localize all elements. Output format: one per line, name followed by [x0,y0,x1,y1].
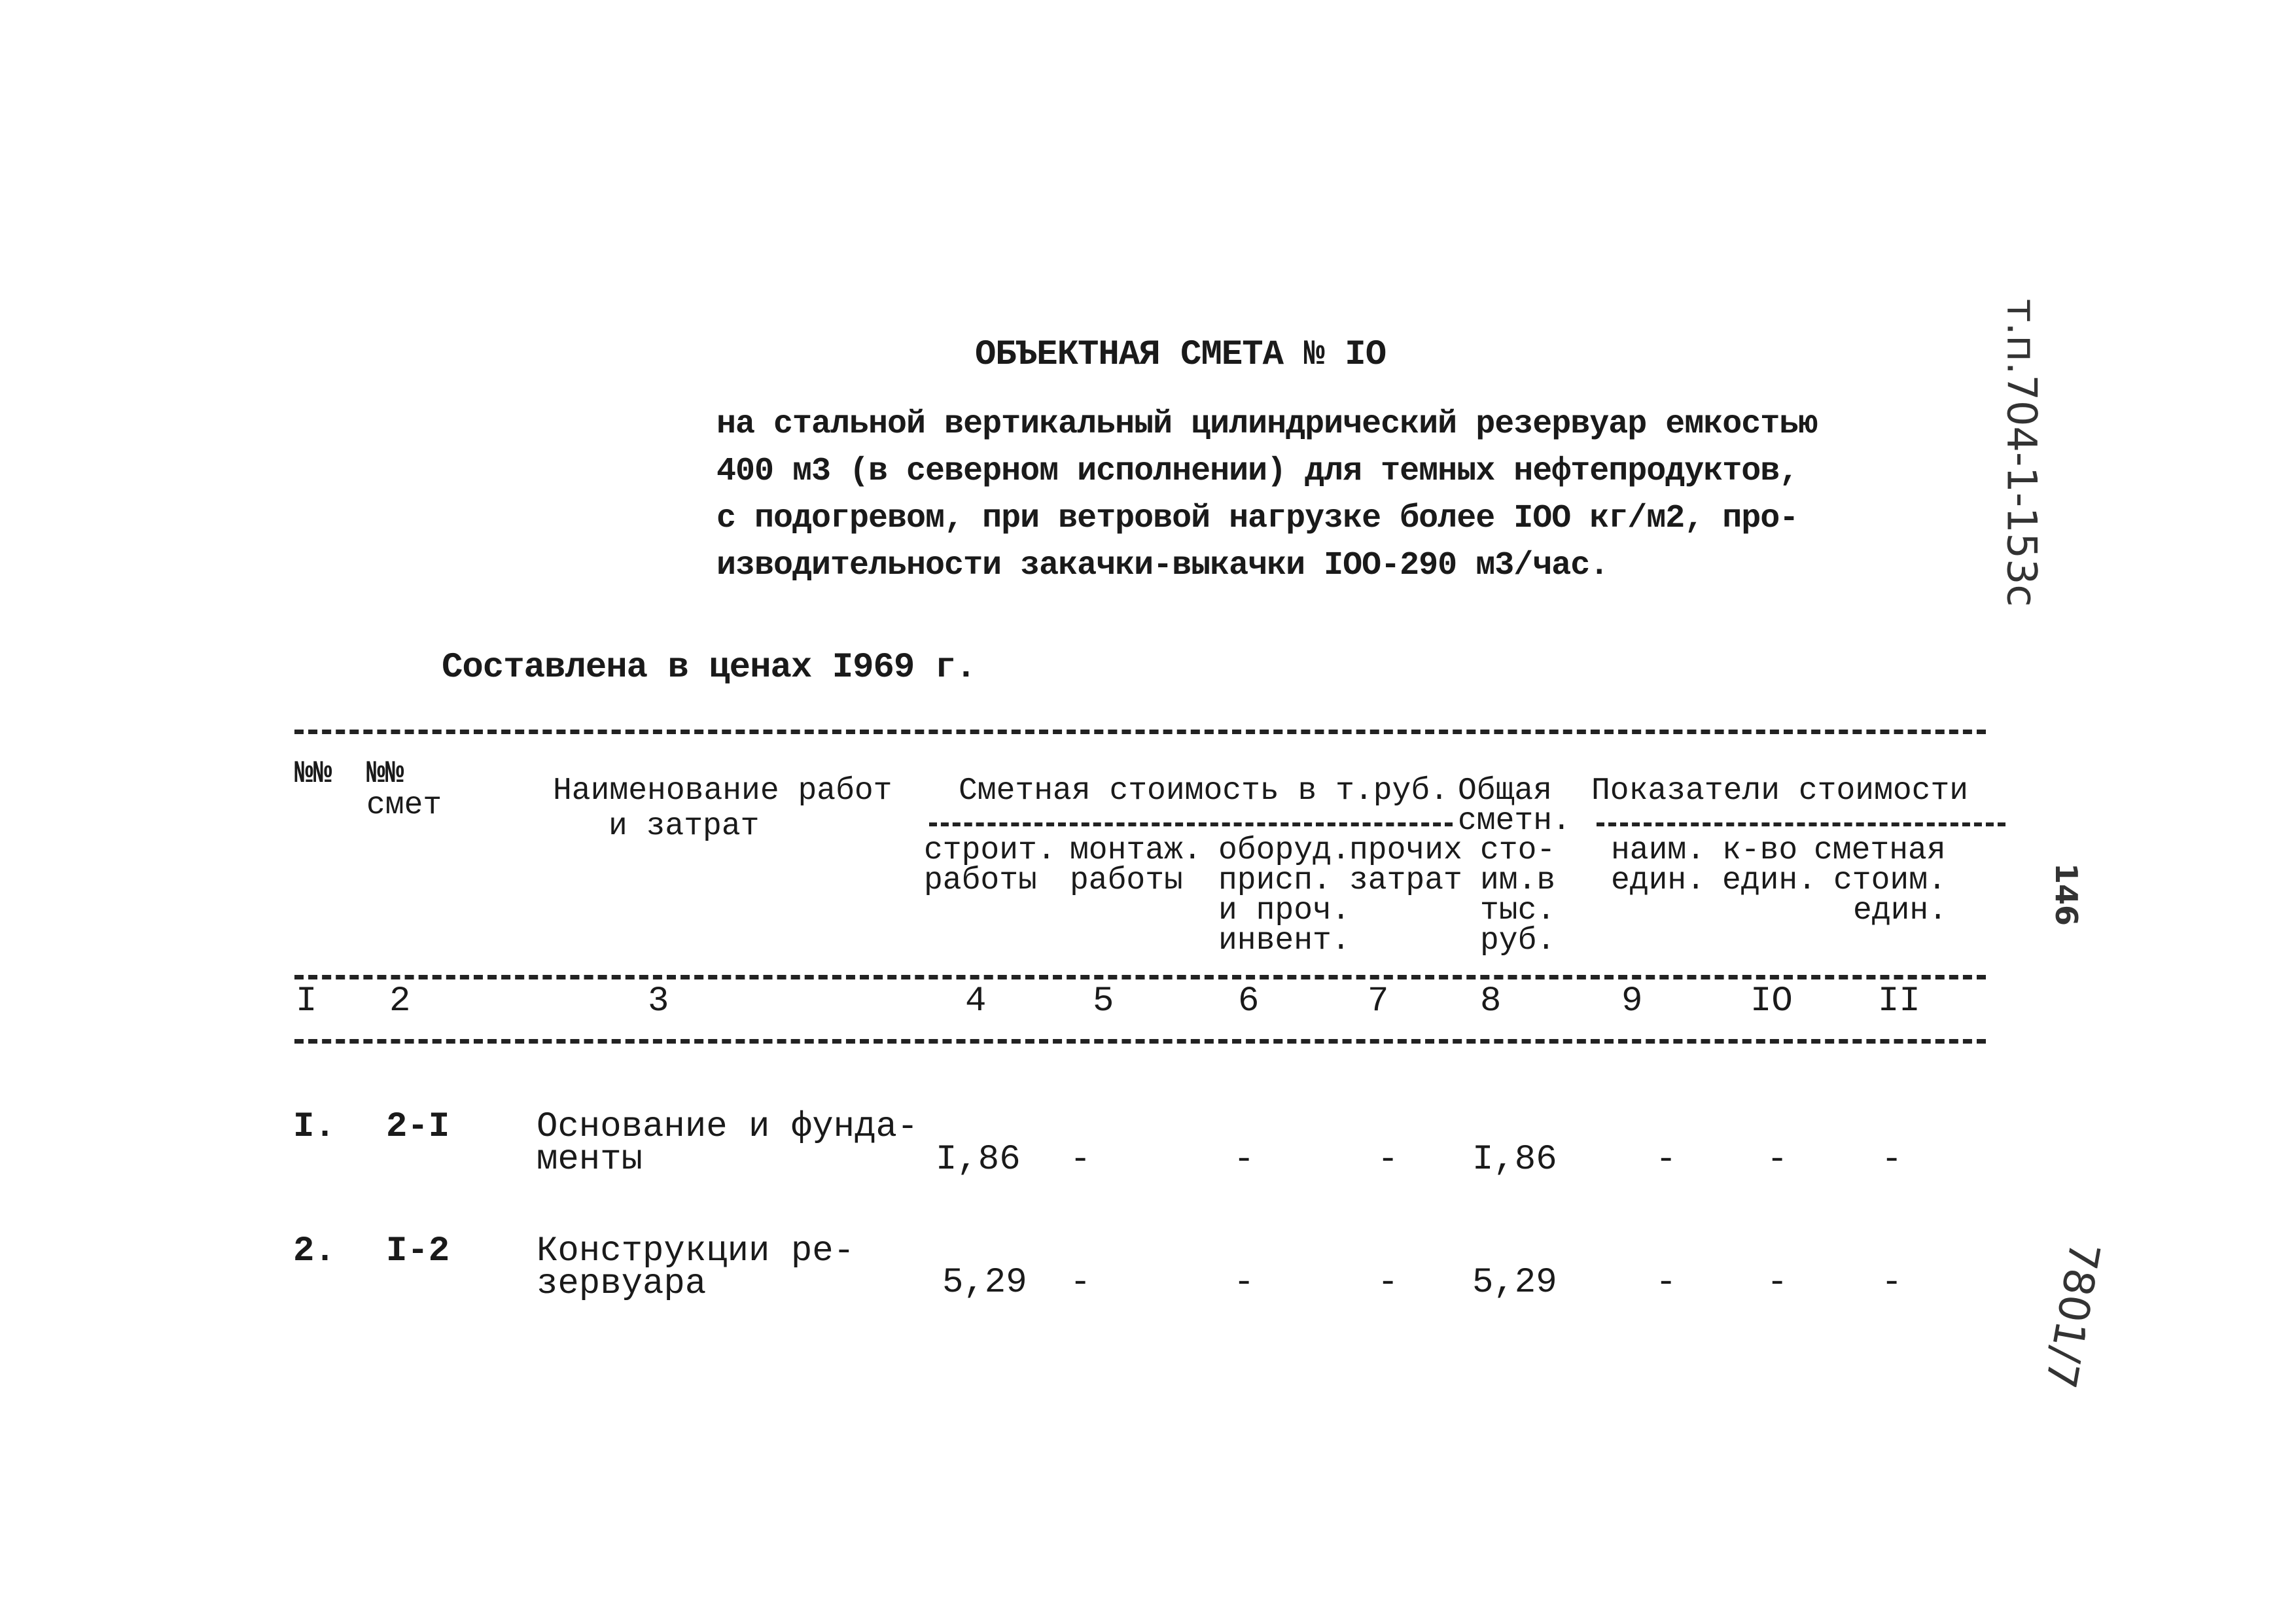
table-row-2-c5: - [1070,1263,1091,1303]
col-number: 4 [965,981,987,1021]
table-row-2-c7: - [1377,1263,1399,1303]
table-row-1-c4: I,86 [936,1140,1021,1180]
header-c4-l1: строит. [924,833,1056,868]
table-row-1-c7: - [1377,1140,1399,1180]
col-number: 2 [389,981,411,1021]
header-c11-l1: сметная [1814,833,1946,868]
header-c10-l1: к-во [1722,833,1798,868]
header-c9-l1: наим. [1611,833,1706,868]
table-row-2-name-l1: Конструкции ре- [537,1231,855,1271]
table-row-1-c9: - [1655,1140,1677,1180]
table-row-2-c4: 5,29 [942,1263,1027,1303]
header-c9-l2: един. [1611,863,1706,898]
table-row-1-c10: - [1767,1140,1788,1180]
col-number: I [296,981,317,1021]
col-number: IO [1750,981,1793,1021]
header-num: №№ [294,756,332,792]
header-c6-l1: оборуд. [1218,833,1351,868]
table-row-1-name-l2: менты [537,1140,643,1180]
indicators-group-rule [1597,822,2005,826]
col-number: 6 [1238,981,1260,1021]
header-c5-l1: монтаж. [1070,833,1202,868]
table-row-2-c11: - [1881,1263,1903,1303]
col-number: 8 [1480,981,1502,1021]
table-row-1-num: I. [293,1107,336,1147]
table-row-2-c8: 5,29 [1472,1263,1557,1303]
table-row-1-c8: I,86 [1472,1140,1557,1180]
header-c11-l2: стоим. [1833,863,1947,898]
page-title: ОБЪЕКТНАЯ СМЕТА № IO [975,335,1386,375]
header-cost-group: Сметная стоимость в т.руб. [959,773,1449,809]
header-c10-l2: един. [1722,863,1817,898]
table-row-2-c9: - [1655,1263,1677,1303]
col-number: 9 [1621,981,1643,1021]
header-c6-l4: инвент. [1218,923,1351,959]
subtitle-line-4: изводительности закачки-выкачки IOO-290 м3/час. [716,547,1609,584]
header-total-l1: Общая [1458,773,1553,809]
header-c6-l2: присп. [1218,863,1332,898]
header-bottom-rule [294,975,1986,979]
col-number: 5 [1093,981,1114,1021]
table-row-1-name-l1: Основание и фунда- [537,1107,919,1147]
header-name-l1: Наименование работ [553,773,892,809]
col-number: II [1878,981,1920,1021]
subtitle-line-2: 400 м3 (в северном исполнении) для темных нефтепродуктов, [716,453,1799,490]
price-year-note: Составлена в ценах I969 г. [442,648,976,688]
header-c6-l3: и проч. [1218,893,1351,928]
inventory-number-handwritten: 7801/7 [2035,1238,2109,1392]
header-c7-l1: прочих [1349,833,1462,868]
header-c4-l2: работы [924,863,1037,898]
table-row-2-num: 2. [293,1231,336,1271]
header-total-l4: им.в [1480,863,1556,898]
table-row-2-name-l2: зервуара [537,1264,707,1304]
header-c5-l2: работы [1070,863,1183,898]
subtitle-line-1: на стальной вертикальный цилиндрический резервуар емкостью [716,406,1818,443]
header-total-l3: сто- [1480,833,1556,868]
header-smet-word: смет [366,788,442,823]
table-row-1-c11: - [1881,1140,1903,1180]
table-row-2-c10: - [1767,1263,1788,1303]
cost-group-rule [929,822,1453,826]
table-row-2-ref: I-2 [386,1231,450,1271]
header-smet-num: №№ [366,756,404,792]
header-total-l5: тыс. [1480,893,1556,928]
header-total-l2: сметн. [1458,803,1571,839]
table-row-1-c5: - [1070,1140,1091,1180]
numbers-bottom-rule [294,1039,1986,1044]
subtitle-line-3: с подогревом, при ветровой нагрузке более IOO кг/м2, про- [716,500,1799,537]
table-row-1-c6: - [1233,1140,1255,1180]
header-c7-l2: затрат [1349,863,1462,898]
table-row-2-c6: - [1233,1263,1255,1303]
header-total-l6: руб. [1480,923,1556,959]
table-row-1-ref: 2-I [386,1107,450,1147]
header-c11-l3: един. [1853,893,1948,928]
col-number: 7 [1368,981,1389,1021]
header-indicators-group: Показатели стоимости [1591,773,1969,809]
doc-code-handwritten: т.п.704-1-153с [1998,298,2046,607]
page-number: 146 [2049,862,2085,926]
col-number: 3 [648,981,669,1021]
table-top-rule [294,730,1986,734]
header-name-l2: и затрат [609,809,760,844]
